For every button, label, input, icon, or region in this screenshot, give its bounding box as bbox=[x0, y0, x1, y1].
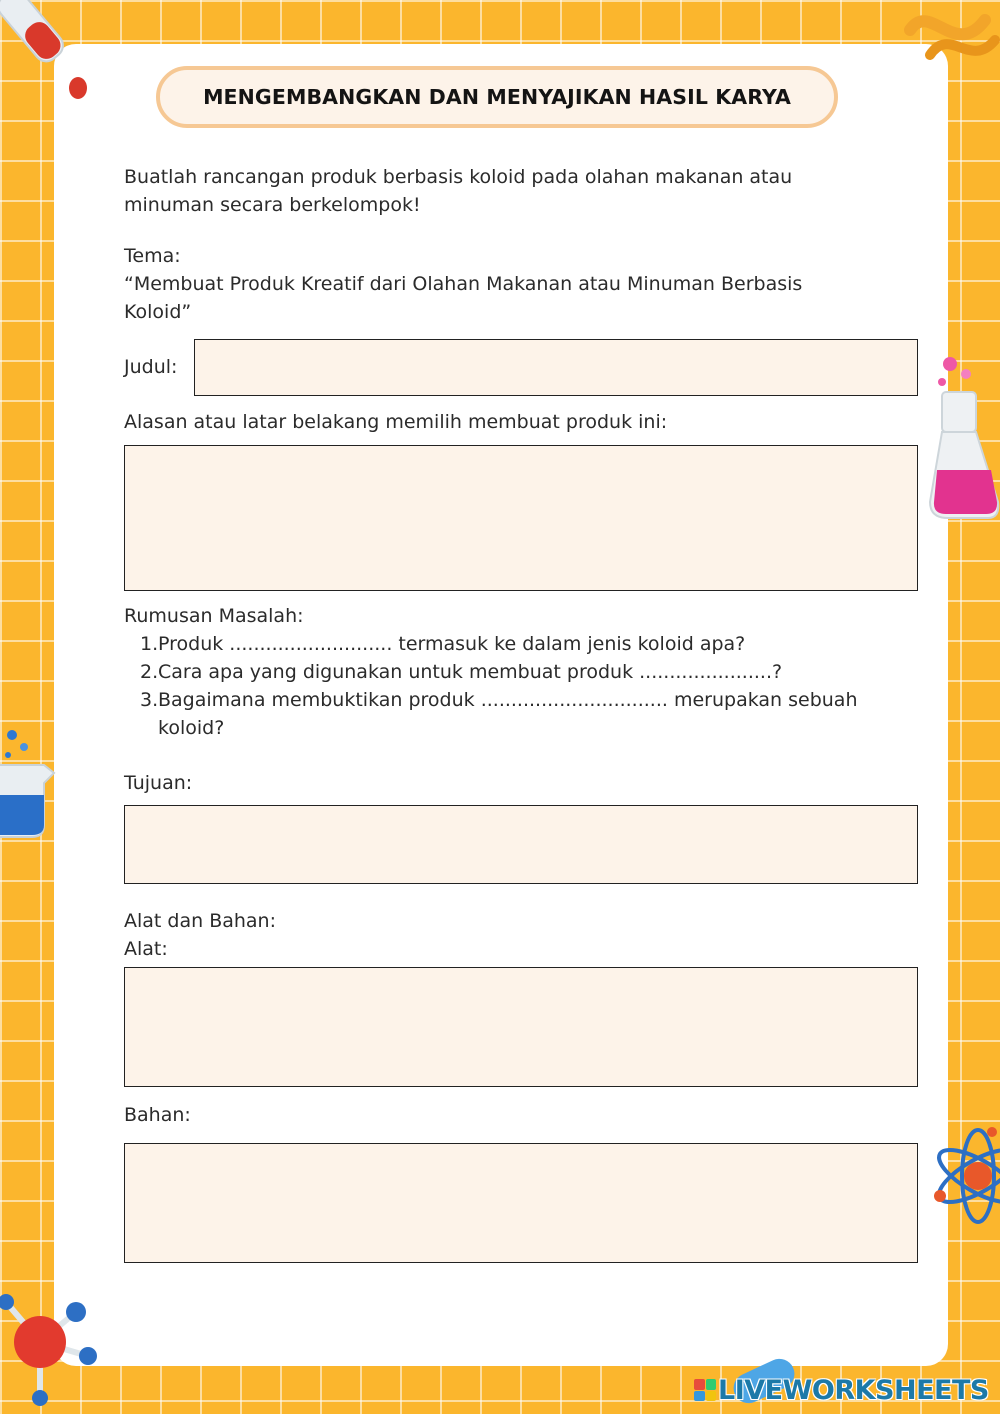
rumusan-item-3-text: Bagaimana membuktikan produk ............................... merupakan sebuah bbox=[158, 689, 858, 711]
rumusan-item-1-number: 1. bbox=[140, 633, 159, 655]
bahan-input[interactable] bbox=[124, 1143, 918, 1263]
rumusan-item-1-text: Produk ........................... termasuk ke dalam jenis koloid apa? bbox=[158, 633, 746, 655]
brand-text: LIVEWORKSHEETS bbox=[718, 1374, 989, 1406]
alasan-label: Alasan atau latar belakang memilih membuat produk ini: bbox=[124, 411, 668, 433]
tema-line-1: “Membuat Produk Kreatif dari Olahan Makanan atau Minuman Berbasis bbox=[124, 273, 803, 295]
beaker-blue-icon bbox=[0, 725, 56, 840]
judul-label: Judul: bbox=[124, 356, 178, 378]
tujuan-input[interactable] bbox=[124, 805, 918, 884]
rumusan-item-3-text-cont: koloid? bbox=[158, 717, 225, 739]
alat-input[interactable] bbox=[124, 967, 918, 1087]
liveworksheets-mark-icon bbox=[694, 1379, 716, 1401]
rumusan-item-3-number: 3. bbox=[140, 689, 159, 711]
atom-icon bbox=[928, 1118, 1000, 1228]
rumusan-label: Rumusan Masalah: bbox=[124, 605, 304, 627]
alat-label: Alat: bbox=[124, 938, 168, 960]
intro-line-1: Buatlah rancangan produk berbasis koloid pada olahan makanan atau bbox=[124, 166, 793, 188]
alasan-input[interactable] bbox=[124, 445, 918, 591]
pasta-decoration-icon bbox=[900, 0, 1000, 70]
judul-input[interactable] bbox=[194, 339, 918, 396]
alat-bahan-label: Alat dan Bahan: bbox=[124, 910, 276, 932]
title-banner bbox=[156, 66, 838, 128]
molecule-icon bbox=[0, 1290, 110, 1414]
test-tube-red-icon bbox=[0, 0, 100, 110]
liveworksheets-logo bbox=[694, 1372, 989, 1408]
bahan-label: Bahan: bbox=[124, 1104, 191, 1126]
flask-pink-icon bbox=[928, 352, 1000, 522]
tema-line-2: Koloid” bbox=[124, 301, 192, 323]
page-title: MENGEMBANGKAN DAN MENYAJIKAN HASIL KARYA bbox=[203, 85, 791, 109]
rumusan-item-2-text: Cara apa yang digunakan untuk membuat produk ......................? bbox=[158, 661, 783, 683]
rumusan-item-2-number: 2. bbox=[140, 661, 159, 683]
tema-label: Tema: bbox=[124, 245, 181, 267]
tujuan-label: Tujuan: bbox=[124, 772, 193, 794]
intro-line-2: minuman secara berkelompok! bbox=[124, 194, 421, 216]
